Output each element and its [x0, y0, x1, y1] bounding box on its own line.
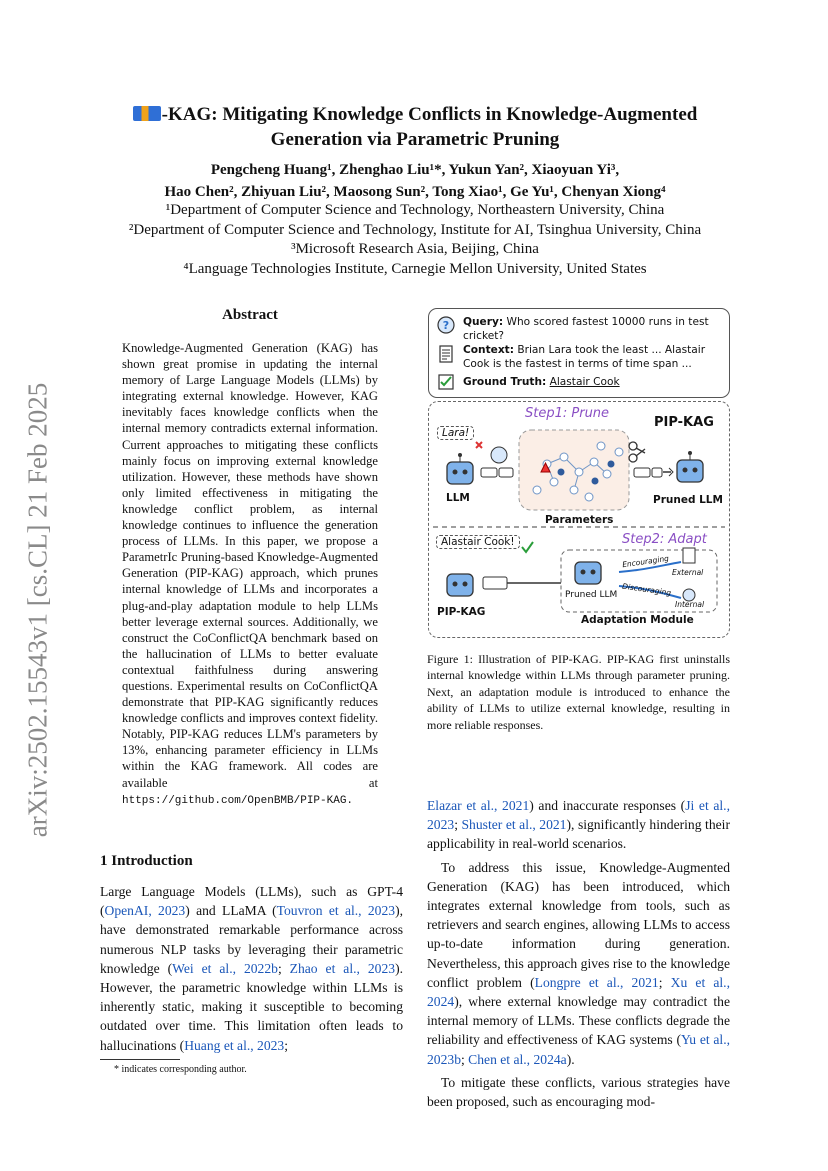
question-icon: [437, 316, 455, 334]
pip-logo-icon: [133, 106, 161, 121]
document-icon: [437, 345, 455, 363]
pruned-llm-small: Pruned LLM: [565, 590, 618, 600]
query-box: [428, 308, 730, 398]
title-line-1: -KAG: Mitigating Knowledge Conflicts in Knowledge-Augmented: [161, 104, 698, 125]
body-text: To mitigate these conflicts, various strategies have been proposed, such as encouraging mod-: [427, 1074, 730, 1110]
arxiv-sidebar: [16, 360, 60, 860]
body-text: ), where external knowledge may contradict the internal memory of LLMs. These conflicts degrade the reliability and effectiveness of KAG systems (: [427, 994, 730, 1048]
paragraph: Elazar et al., 2021) and inaccurate responses (Ji et al., 2023; Shuster et al., 2021), significantly hindering their applicability in real-world scenarios.: [427, 798, 730, 852]
citation-link[interactable]: Longpre et al., 2021: [534, 974, 659, 990]
body-text: ).: [566, 1051, 575, 1067]
pip-kag-diagram: [428, 401, 730, 638]
svg-text:?: ?: [442, 319, 450, 332]
truth-label: Ground Truth:: [463, 376, 547, 388]
parameters-label: Parameters: [545, 514, 614, 526]
affiliations: [70, 201, 760, 279]
paragraph: To address this issue, Knowledge-Augmented Generation (KAG) has been introduced, which integrates external knowledge from tools, such as retrievers and search engines, allowing LLMs to access up-to-date information during generation. Nevertheless, this approach gives rise to the knowledge conflict problem (Longpre et al., 2021; Xu et al., 2024), where external knowledge may contradict the internal memory of LLMs. These conflicts degrade the reliability and effectiveness of KAG systems (Yu et al., 2023b; Chen et al., 2024a).: [427, 859, 730, 1067]
code-link[interactable]: https://github.com/OpenBMB/PIP-KAG.: [122, 794, 354, 807]
authors-line-1: Pengcheng Huang¹, Zhenghao Liu¹*, Yukun Yan², Xiaoyuan Yi³,: [210, 162, 620, 178]
citation-link[interactable]: Chen et al., 2024a: [468, 1051, 567, 1067]
paragraph: [427, 1073, 730, 1111]
body-text: ) and inaccurate responses (: [529, 798, 686, 813]
body-text: ), significantly hindering their applicability in real-world scenarios.: [427, 817, 730, 852]
llm-label: LLM: [446, 492, 470, 504]
title-line-2: Generation via Parametric Pruning: [270, 129, 560, 150]
ground-truth-row: [463, 375, 620, 389]
introduction-heading: 1 Introduction: [100, 853, 193, 869]
citation-link[interactable]: Shuster et al., 2021: [461, 817, 567, 833]
authors-line-2: Hao Chen², Zhiyuan Liu², Maosong Sun², Tong Xiao¹, Ge Yu¹, Chenyan Xiong⁴: [164, 184, 666, 200]
citation-link[interactable]: OpenAI, 2023: [104, 903, 186, 919]
intro-text: ), have demonstrated remarkable performance across numerous NLP tasks by leveraging their parametric knowledge (: [100, 903, 404, 976]
adaptation-module-label: Adaptation Module: [581, 614, 694, 626]
context-label: Context:: [463, 344, 514, 356]
citation-link[interactable]: Huang et al., 2023: [184, 1037, 285, 1053]
checklist-icon: [437, 373, 455, 391]
intro-text: Large Language Models (LLMs), such as GPT-4 (: [100, 884, 403, 919]
query-label: Query:: [463, 316, 504, 328]
pruned-llm-robot-icon: [677, 451, 703, 482]
context-text: Brian Lara took the least ... Alastair Cook is the fastest in terms of time span ...: [463, 344, 706, 370]
right-column-text: [427, 796, 730, 1111]
citation-link[interactable]: Yu et al., 2023b: [427, 1032, 730, 1067]
citation-link[interactable]: Touvron et al., 2023: [276, 903, 396, 919]
citation-link[interactable]: Wei et al., 2022b: [172, 960, 278, 976]
internal-label: Internal: [675, 600, 705, 609]
author-list: [90, 159, 740, 203]
abstract-body: [122, 340, 378, 809]
context-row: [463, 343, 721, 371]
citation-link[interactable]: Elazar et al., 2021: [427, 798, 530, 813]
footnote-rule: [100, 1059, 180, 1060]
introduction-paragraph: Large Language Models (LLMs), such as GPT-4 (OpenAI, 2023) and LLaMA (Touvron et al., 2023), have demonstrated remarkable performance across numerous NLP tasks by leveraging their parametric knowledge (Wei et al., 2022b; Zhao et al., 2023). However, the parametric knowledge within LLMs is inherently static, making it susceptible to becoming outdated over time. This limitation often leads to hallucinations (Huang et al., 2023;: [100, 884, 404, 1053]
paper-title: [100, 102, 730, 152]
encouraging-label: Encouraging: [621, 553, 670, 570]
query-row: [463, 315, 721, 343]
citation-link[interactable]: Xu et al., 2024: [427, 974, 730, 1010]
affiliation-2: ²Department of Computer Science and Technology, Institute for AI, Tsinghua University, China: [128, 221, 702, 238]
citation-link[interactable]: Zhao et al., 2023: [289, 960, 396, 976]
intro-text: ) and LLaMA (: [185, 903, 277, 919]
body-text: To address this issue, Knowledge-Augmented Generation (KAG) has been introduced, which integrates external knowledge from tools, such as retrievers and search engines, allowing LLMs to access up-to-date information during generation. Nevertheless, this approach gives rise to the knowledge conflict problem (: [427, 859, 730, 990]
abstract-text: Knowledge-Augmented Generation (KAG) has shown great promise in updating the internal memory of Large Language Models (LLMs) by integrating external knowledge. However, KAG inevitably faces knowledge conflicts when the internal memory contradicts external information. Current approaches to mitigating these conflicts mainly focus on improving external knowledge utilization. However, these methods have shown only limited effectiveness in mitigating the knowledge conflict problem, as internal knowledge continues to influence the generation process of LLMs. In this paper, we propose a ParametrIc Pruning-based Knowledge-Augmented Generation (PIP-KAG) approach, which prunes internal knowledge of LLMs and incorporates a plug-and-play adaptation module to help LLMs better leverage external sources. Additionally, we construct the CoConflictQA benchmark based on the hallucination of LLMs to better evaluate contextual faithfulness during answering questions. Experimental results on CoConflictQA demonstrate that PIP-KAG significantly reduces knowledge conflicts and improves context fidelity. Notably, PIP-KAG reduces LLM's parameters by 13%, enhancing parameter efficiency in LLMs within the KAG framework. All codes are available at: [122, 341, 378, 790]
intro-text: ). However, the parametric knowledge within LLMs is inherently static, making it susceptible to becoming outdated over time. This limitation often leads to hallucinations (: [100, 960, 403, 1053]
cook-bubble: Alastair Cook!: [436, 535, 520, 549]
affiliation-1: ¹Department of Computer Science and Technology, Northeastern University, China: [165, 202, 665, 218]
pip-kag-title: PIP-KAG: [654, 415, 714, 430]
affiliation-4: ⁴Language Technologies Institute, Carnegie Mellon University, United States: [183, 260, 647, 277]
citation-link[interactable]: Ji et al., 2023: [427, 798, 730, 833]
query-text: Who scored fastest 10000 runs in test cricket?: [463, 316, 709, 342]
intro-text: ;: [284, 1037, 289, 1053]
abstract-heading: Abstract: [222, 307, 278, 323]
step2-label: Step2: Adapt: [622, 532, 707, 547]
affiliation-3: ³Microsoft Research Asia, Beijing, China: [291, 241, 539, 257]
pip-kag-robot-icon: [447, 574, 473, 596]
step1-label: Step1: Prune: [525, 406, 610, 421]
discouraging-label: Discouraging: [621, 581, 672, 598]
external-label: External: [672, 568, 704, 577]
lara-bubble: Lara!: [437, 426, 474, 440]
footnote: * indicates corresponding author.: [114, 1064, 247, 1075]
truth-text: Alastair Cook: [549, 376, 620, 388]
pip-kag-label: PIP-KAG: [437, 606, 486, 618]
figure-caption: Figure 1: Illustration of PIP-KAG. PIP-KAG first uninstalls internal knowledge within LLMs through parameter pruning. Next, an adaptation module is introduced to enhance the ability of LLMs to utilize external knowledge, resulting in more reliable responses.: [427, 652, 730, 732]
arxiv-id: arXiv:2502.15543v1 [cs.CL] 21 Feb 2025: [22, 382, 53, 838]
llm-robot-icon: [447, 453, 473, 484]
pruned-llm-label: Pruned LLM: [653, 494, 723, 506]
